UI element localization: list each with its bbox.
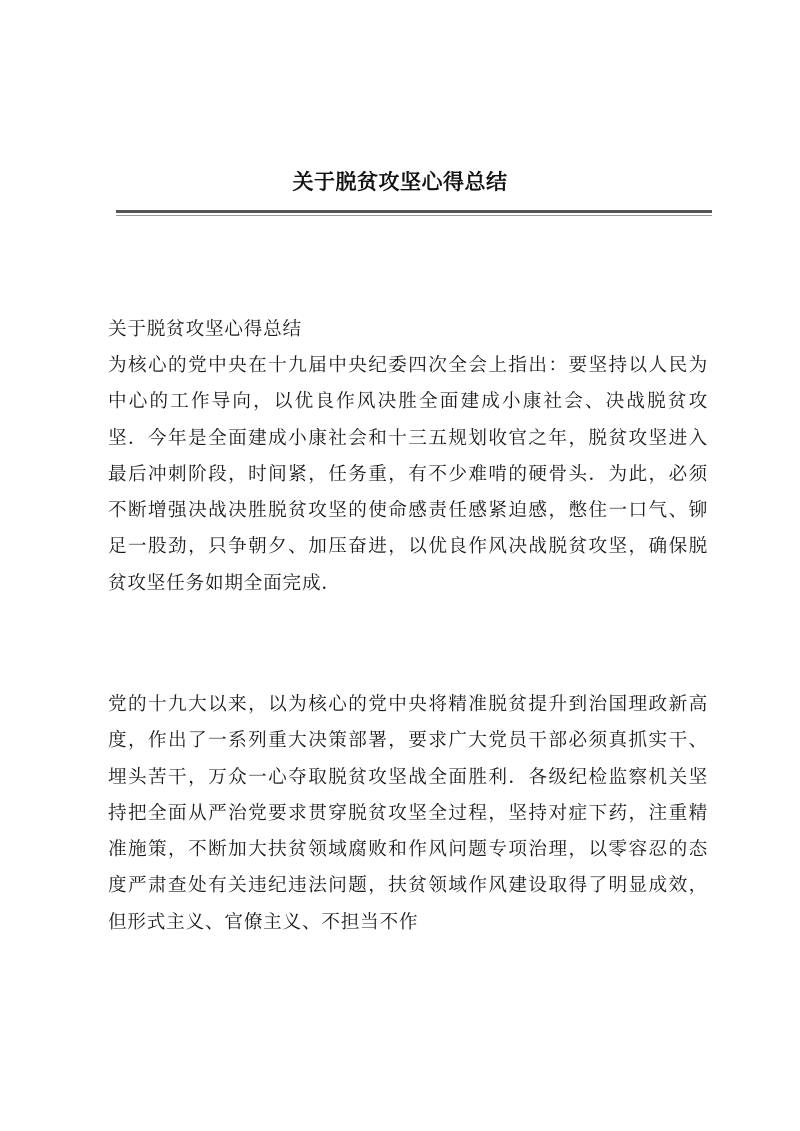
title-divider [116,210,712,213]
body-paragraph-2: 党的十九大以来，以为核心的党中央将精准脱贫提升到治国理政新高度，作出了一系列重大决策部署，要求广大党员干部必须真抓实干、埋头苦干，万众一心夺取脱贫攻坚战全面胜利．各级纪检监察机关坚持把全面从严治党要求贯穿脱贫攻坚全过程，坚持对症下药，注重精准施策，不断加大扶贫领域腐败和作风问题专项治理，以零容忍的态度严肃查处有关违纪违法问题，扶贫领域作风建设取得了明显成效，但形式主义、官僚主义、不担当不作 [108,694,708,933]
title-divider-thin [116,215,712,216]
body-paragraph-1: 为核心的党中央在十九届中央纪委四次全会上指出：要坚持以人民为中心的工作导向，以优良作风决胜全面建成小康社会、决战脱贫攻坚．今年是全面建成小康社会和十三五规划收官之年，脱贫攻坚进入最后冲刺阶段，时间紧，任务重，有不少难啃的硬骨头．为此，必须不断增强决战决胜脱贫攻坚的使命感责任感紧迫感，憋住一口气、铆足一股劲，只争朝夕、加压奋进，以优良作风决战脱贫攻坚，确保脱贫攻坚任务如期全面完成． [108,355,708,594]
document-title: 关于脱贫攻坚心得总结 [292,169,508,194]
document-subtitle: 关于脱贫攻坚心得总结 [108,319,302,340]
